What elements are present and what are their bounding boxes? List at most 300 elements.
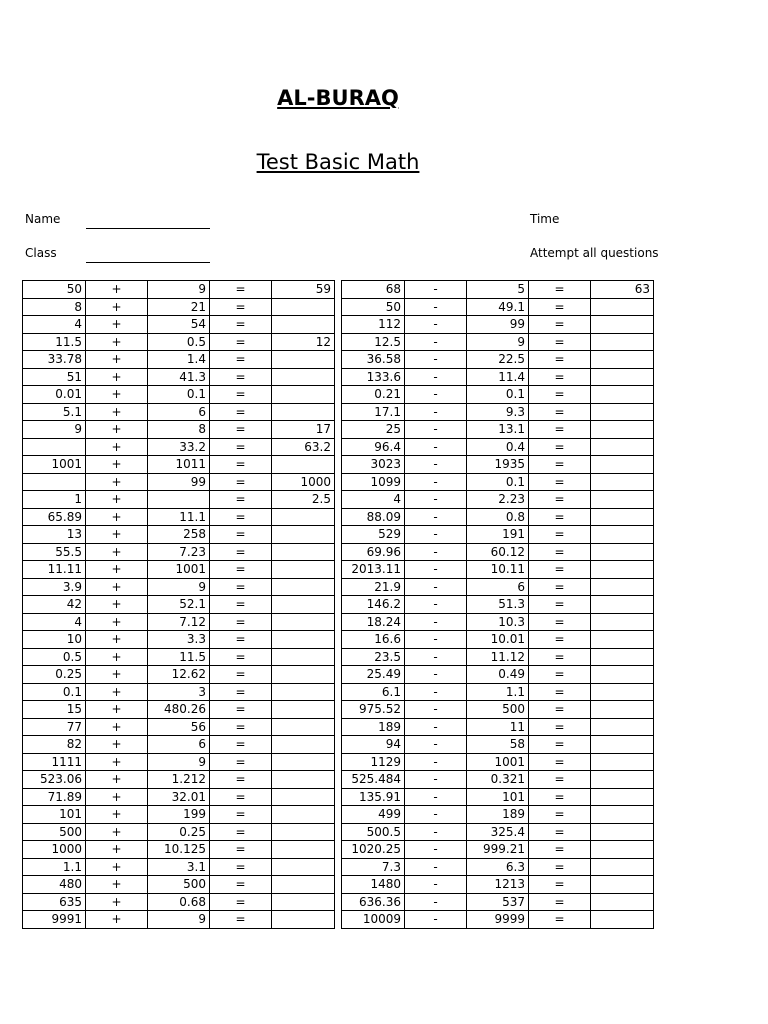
subtraction-row <box>342 631 654 649</box>
operand-b-cell: 7.12 <box>148 613 210 631</box>
addition-row <box>23 281 335 299</box>
answer-cell[interactable] <box>591 876 654 894</box>
time-label: Time <box>530 212 560 226</box>
answer-cell[interactable] <box>272 596 335 614</box>
operator-cell: + <box>86 438 148 456</box>
addition-row <box>23 683 335 701</box>
operand-b-cell: 21 <box>148 298 210 316</box>
operator-cell: - <box>405 333 467 351</box>
addition-row <box>23 631 335 649</box>
operand-a-cell: 68 <box>342 281 405 299</box>
equals-cell: = <box>210 333 272 351</box>
answer-cell[interactable] <box>272 578 335 596</box>
answer-cell[interactable] <box>272 683 335 701</box>
operand-a-cell: 11.11 <box>23 561 86 579</box>
addition-row <box>23 368 335 386</box>
equals-cell: = <box>529 876 591 894</box>
operator-cell: - <box>405 578 467 596</box>
equals-cell: = <box>210 561 272 579</box>
operand-b-cell: 0.25 <box>148 823 210 841</box>
answer-cell[interactable] <box>591 858 654 876</box>
operator-cell: + <box>86 578 148 596</box>
operand-b-cell: 0.1 <box>467 473 529 491</box>
operator-cell: - <box>405 403 467 421</box>
operator-cell: - <box>405 841 467 859</box>
operand-b-cell: 5 <box>467 281 529 299</box>
equals-cell: = <box>529 893 591 911</box>
operand-a-cell: 71.89 <box>23 788 86 806</box>
operand-b-cell: 3.3 <box>148 631 210 649</box>
operand-b-cell: 500 <box>467 701 529 719</box>
operand-a-cell: 10009 <box>342 911 405 929</box>
subtraction-row <box>342 543 654 561</box>
answer-cell[interactable]: 59 <box>272 281 335 299</box>
operand-b-cell: 199 <box>148 806 210 824</box>
subtraction-row <box>342 613 654 631</box>
addition-row <box>23 771 335 789</box>
equals-cell: = <box>210 876 272 894</box>
operand-b-cell: 9999 <box>467 911 529 929</box>
operand-b-cell: 33.2 <box>148 438 210 456</box>
answer-cell[interactable] <box>591 893 654 911</box>
page-subtitle: Test Basic Math <box>256 150 420 174</box>
operand-a-cell: 8 <box>23 298 86 316</box>
operand-a-cell: 3.9 <box>23 578 86 596</box>
answer-cell[interactable] <box>591 421 654 439</box>
operand-a-cell: 36.58 <box>342 351 405 369</box>
addition-row <box>23 508 335 526</box>
operator-cell: - <box>405 491 467 509</box>
answer-cell[interactable] <box>591 631 654 649</box>
operand-a-cell: 133.6 <box>342 368 405 386</box>
answer-cell[interactable] <box>272 788 335 806</box>
equals-cell: = <box>210 718 272 736</box>
operand-a-cell: 975.52 <box>342 701 405 719</box>
answer-cell[interactable] <box>272 736 335 754</box>
operator-cell: + <box>86 858 148 876</box>
operand-b-cell: 11.4 <box>467 368 529 386</box>
operand-a-cell: 77 <box>23 718 86 736</box>
operand-a-cell: 0.25 <box>23 666 86 684</box>
equals-cell: = <box>529 561 591 579</box>
subtraction-row <box>342 491 654 509</box>
operator-cell: + <box>86 526 148 544</box>
operator-cell: + <box>86 386 148 404</box>
operand-a-cell: 12.5 <box>342 333 405 351</box>
subtraction-row <box>342 701 654 719</box>
equals-cell: = <box>529 911 591 929</box>
answer-cell[interactable] <box>591 788 654 806</box>
subtraction-row <box>342 753 654 771</box>
name-field[interactable] <box>86 228 210 229</box>
equals-cell: = <box>529 701 591 719</box>
answer-cell[interactable]: 17 <box>272 421 335 439</box>
operand-a-cell: 525.484 <box>342 771 405 789</box>
operand-b-cell: 258 <box>148 526 210 544</box>
operand-a-cell: 7.3 <box>342 858 405 876</box>
answer-cell[interactable] <box>272 666 335 684</box>
addition-row <box>23 316 335 334</box>
operand-a-cell: 1480 <box>342 876 405 894</box>
subtraction-row <box>342 911 654 929</box>
operand-b-cell: 6.3 <box>467 858 529 876</box>
operator-cell: - <box>405 893 467 911</box>
operator-cell: + <box>86 823 148 841</box>
operand-a-cell: 1.1 <box>23 858 86 876</box>
operand-a-cell: 5.1 <box>23 403 86 421</box>
operator-cell: + <box>86 543 148 561</box>
subtraction-row <box>342 648 654 666</box>
operand-a-cell: 480 <box>23 876 86 894</box>
operand-a-cell: 1001 <box>23 456 86 474</box>
equals-cell: = <box>210 456 272 474</box>
operand-b-cell: 0.8 <box>467 508 529 526</box>
operand-b-cell: 325.4 <box>467 823 529 841</box>
answer-cell[interactable] <box>272 403 335 421</box>
equals-cell: = <box>210 858 272 876</box>
operand-a-cell: 135.91 <box>342 788 405 806</box>
operand-b-cell: 1.1 <box>467 683 529 701</box>
addition-row <box>23 351 335 369</box>
subtraction-row <box>342 666 654 684</box>
operand-b-cell: 10.3 <box>467 613 529 631</box>
answer-cell[interactable] <box>591 823 654 841</box>
operand-a-cell: 42 <box>23 596 86 614</box>
answer-cell[interactable] <box>272 823 335 841</box>
answer-cell[interactable] <box>272 911 335 929</box>
answer-cell[interactable] <box>591 351 654 369</box>
subtraction-row <box>342 718 654 736</box>
answer-cell[interactable] <box>272 613 335 631</box>
operator-cell: + <box>86 841 148 859</box>
operator-cell: - <box>405 911 467 929</box>
operand-b-cell: 9 <box>148 911 210 929</box>
subtraction-row <box>342 298 654 316</box>
answer-cell[interactable] <box>591 386 654 404</box>
operand-a-cell: 189 <box>342 718 405 736</box>
addition-table <box>22 280 335 929</box>
operator-cell: - <box>405 631 467 649</box>
answer-cell[interactable] <box>591 473 654 491</box>
answer-cell[interactable] <box>272 876 335 894</box>
operand-a-cell: 3023 <box>342 456 405 474</box>
subtraction-row <box>342 438 654 456</box>
operator-cell: + <box>86 421 148 439</box>
equals-cell: = <box>529 456 591 474</box>
operand-a-cell: 69.96 <box>342 543 405 561</box>
operand-a-cell: 1099 <box>342 473 405 491</box>
instruction-text: Attempt all questions <box>530 246 659 260</box>
operator-cell: - <box>405 771 467 789</box>
answer-cell[interactable] <box>272 806 335 824</box>
answer-cell[interactable] <box>591 841 654 859</box>
answer-cell[interactable] <box>272 298 335 316</box>
addition-row <box>23 701 335 719</box>
page-title: AL-BURAQ <box>277 86 399 110</box>
operator-cell: + <box>86 456 148 474</box>
operand-b-cell: 11.5 <box>148 648 210 666</box>
operand-a-cell: 9991 <box>23 911 86 929</box>
answer-cell[interactable] <box>272 386 335 404</box>
answer-cell[interactable] <box>591 491 654 509</box>
operator-cell: - <box>405 351 467 369</box>
operator-cell: + <box>86 666 148 684</box>
equals-cell: = <box>210 438 272 456</box>
operator-cell: - <box>405 613 467 631</box>
equals-cell: = <box>210 806 272 824</box>
operand-a-cell: 0.01 <box>23 386 86 404</box>
operator-cell: - <box>405 473 467 491</box>
operand-b-cell: 9 <box>148 753 210 771</box>
answer-cell[interactable] <box>272 718 335 736</box>
equals-cell: = <box>210 613 272 631</box>
answer-cell[interactable] <box>272 771 335 789</box>
operand-a-cell: 33.78 <box>23 351 86 369</box>
answer-cell[interactable] <box>591 666 654 684</box>
subtraction-row <box>342 403 654 421</box>
operand-a-cell: 146.2 <box>342 596 405 614</box>
operand-a-cell: 1111 <box>23 753 86 771</box>
subtraction-row <box>342 771 654 789</box>
answer-cell[interactable] <box>591 456 654 474</box>
operator-cell: + <box>86 876 148 894</box>
addition-row <box>23 386 335 404</box>
operand-b-cell: 22.5 <box>467 351 529 369</box>
answer-cell[interactable] <box>272 753 335 771</box>
operator-cell: - <box>405 386 467 404</box>
operand-b-cell: 10.01 <box>467 631 529 649</box>
answer-cell[interactable] <box>272 368 335 386</box>
subtraction-row <box>342 841 654 859</box>
operator-cell: - <box>405 281 467 299</box>
operator-cell: + <box>86 508 148 526</box>
addition-row <box>23 438 335 456</box>
answer-cell[interactable] <box>591 368 654 386</box>
addition-row <box>23 578 335 596</box>
answer-cell[interactable] <box>591 578 654 596</box>
answer-cell[interactable] <box>591 753 654 771</box>
answer-cell[interactable] <box>591 771 654 789</box>
operand-b-cell: 1.212 <box>148 771 210 789</box>
operator-cell: - <box>405 718 467 736</box>
operator-cell: + <box>86 281 148 299</box>
operand-b-cell: 1213 <box>467 876 529 894</box>
operand-b-cell: 52.1 <box>148 596 210 614</box>
answer-cell[interactable] <box>591 316 654 334</box>
equals-cell: = <box>529 333 591 351</box>
operator-cell: + <box>86 631 148 649</box>
answer-cell[interactable] <box>272 526 335 544</box>
addition-row <box>23 718 335 736</box>
answer-cell[interactable] <box>591 543 654 561</box>
operand-a-cell: 17.1 <box>342 403 405 421</box>
subtraction-row <box>342 508 654 526</box>
operand-b-cell: 1001 <box>148 561 210 579</box>
operator-cell: - <box>405 858 467 876</box>
answer-cell[interactable] <box>272 858 335 876</box>
answer-cell[interactable]: 63 <box>591 281 654 299</box>
subtraction-row <box>342 561 654 579</box>
answer-cell[interactable] <box>591 613 654 631</box>
answer-cell[interactable] <box>591 333 654 351</box>
operand-b-cell: 9 <box>148 578 210 596</box>
answer-cell[interactable] <box>272 631 335 649</box>
addition-row <box>23 596 335 614</box>
operand-b-cell: 0.4 <box>467 438 529 456</box>
answer-cell[interactable] <box>272 456 335 474</box>
answer-cell[interactable] <box>591 298 654 316</box>
answer-cell[interactable] <box>272 561 335 579</box>
operand-b-cell: 60.12 <box>467 543 529 561</box>
operand-a-cell: 4 <box>23 613 86 631</box>
answer-cell[interactable] <box>272 841 335 859</box>
subtraction-row <box>342 368 654 386</box>
answer-cell[interactable] <box>591 718 654 736</box>
operand-b-cell: 12.62 <box>148 666 210 684</box>
operand-b-cell: 1.4 <box>148 351 210 369</box>
operator-cell: + <box>86 753 148 771</box>
operator-cell: + <box>86 316 148 334</box>
subtraction-row <box>342 736 654 754</box>
answer-cell[interactable] <box>272 893 335 911</box>
answer-cell[interactable] <box>591 596 654 614</box>
answer-cell[interactable]: 2.5 <box>272 491 335 509</box>
operand-a-cell: 635 <box>23 893 86 911</box>
equals-cell: = <box>210 368 272 386</box>
addition-row <box>23 648 335 666</box>
operand-a-cell: 25.49 <box>342 666 405 684</box>
operator-cell: - <box>405 543 467 561</box>
answer-cell[interactable] <box>272 543 335 561</box>
answer-cell[interactable] <box>591 403 654 421</box>
addition-row <box>23 876 335 894</box>
operand-b-cell: 101 <box>467 788 529 806</box>
operand-b-cell: 8 <box>148 421 210 439</box>
operator-cell: + <box>86 771 148 789</box>
operand-b-cell: 3 <box>148 683 210 701</box>
operand-b-cell: 189 <box>467 806 529 824</box>
answer-cell[interactable] <box>591 806 654 824</box>
equals-cell: = <box>210 631 272 649</box>
addition-row <box>23 456 335 474</box>
operator-cell: - <box>405 736 467 754</box>
class-field[interactable] <box>86 262 210 263</box>
equals-cell: = <box>210 508 272 526</box>
addition-row <box>23 666 335 684</box>
subtraction-row <box>342 333 654 351</box>
addition-row <box>23 841 335 859</box>
operand-a-cell: 96.4 <box>342 438 405 456</box>
operand-a-cell: 112 <box>342 316 405 334</box>
answer-cell[interactable] <box>591 683 654 701</box>
equals-cell: = <box>210 473 272 491</box>
operator-cell: - <box>405 561 467 579</box>
answer-cell[interactable] <box>591 648 654 666</box>
answer-cell[interactable]: 12 <box>272 333 335 351</box>
equals-cell: = <box>529 386 591 404</box>
addition-row <box>23 526 335 544</box>
equals-cell: = <box>210 351 272 369</box>
operand-b-cell: 1935 <box>467 456 529 474</box>
answer-cell[interactable] <box>272 351 335 369</box>
operator-cell: + <box>86 298 148 316</box>
operator-cell: + <box>86 683 148 701</box>
operand-a-cell: 21.9 <box>342 578 405 596</box>
equals-cell: = <box>210 753 272 771</box>
operator-cell: + <box>86 701 148 719</box>
operand-a-cell: 11.5 <box>23 333 86 351</box>
answer-cell[interactable] <box>591 508 654 526</box>
answer-cell[interactable]: 63.2 <box>272 438 335 456</box>
answer-cell[interactable] <box>591 911 654 929</box>
operand-a-cell: 16.6 <box>342 631 405 649</box>
operand-b-cell: 9.3 <box>467 403 529 421</box>
operator-cell: + <box>86 613 148 631</box>
addition-row <box>23 298 335 316</box>
answer-cell[interactable] <box>591 736 654 754</box>
operand-a-cell: 15 <box>23 701 86 719</box>
equals-cell: = <box>210 736 272 754</box>
equals-cell: = <box>529 403 591 421</box>
operand-b-cell: 54 <box>148 316 210 334</box>
equals-cell: = <box>210 281 272 299</box>
operand-b-cell: 11 <box>467 718 529 736</box>
operator-cell: - <box>405 298 467 316</box>
equals-cell: = <box>210 666 272 684</box>
operand-b-cell: 41.3 <box>148 368 210 386</box>
operand-a-cell: 529 <box>342 526 405 544</box>
subtraction-row <box>342 683 654 701</box>
answer-cell[interactable] <box>272 316 335 334</box>
equals-cell: = <box>210 823 272 841</box>
operator-cell: - <box>405 456 467 474</box>
operator-cell: - <box>405 753 467 771</box>
operand-a-cell: 2013.11 <box>342 561 405 579</box>
operator-cell: - <box>405 683 467 701</box>
operand-a-cell: 13 <box>23 526 86 544</box>
answer-cell[interactable] <box>591 526 654 544</box>
operand-b-cell: 7.23 <box>148 543 210 561</box>
operand-a-cell: 18.24 <box>342 613 405 631</box>
answer-cell[interactable]: 1000 <box>272 473 335 491</box>
operator-cell: - <box>405 806 467 824</box>
answer-cell[interactable] <box>272 648 335 666</box>
operator-cell: - <box>405 368 467 386</box>
operator-cell: + <box>86 893 148 911</box>
operand-b-cell: 32.01 <box>148 788 210 806</box>
subtraction-row <box>342 806 654 824</box>
operand-a-cell: 9 <box>23 421 86 439</box>
answer-cell[interactable] <box>591 438 654 456</box>
equals-cell: = <box>529 543 591 561</box>
equals-cell: = <box>210 771 272 789</box>
operator-cell: - <box>405 876 467 894</box>
operand-a-cell: 500.5 <box>342 823 405 841</box>
answer-cell[interactable] <box>272 701 335 719</box>
answer-cell[interactable] <box>591 561 654 579</box>
operand-a-cell: 1020.25 <box>342 841 405 859</box>
addition-row <box>23 911 335 929</box>
subtraction-row <box>342 788 654 806</box>
operand-b-cell: 9 <box>148 281 210 299</box>
equals-cell: = <box>210 648 272 666</box>
answer-cell[interactable] <box>272 508 335 526</box>
operator-cell: - <box>405 788 467 806</box>
equals-cell: = <box>210 543 272 561</box>
equals-cell: = <box>210 403 272 421</box>
addition-row <box>23 806 335 824</box>
answer-cell[interactable] <box>591 701 654 719</box>
